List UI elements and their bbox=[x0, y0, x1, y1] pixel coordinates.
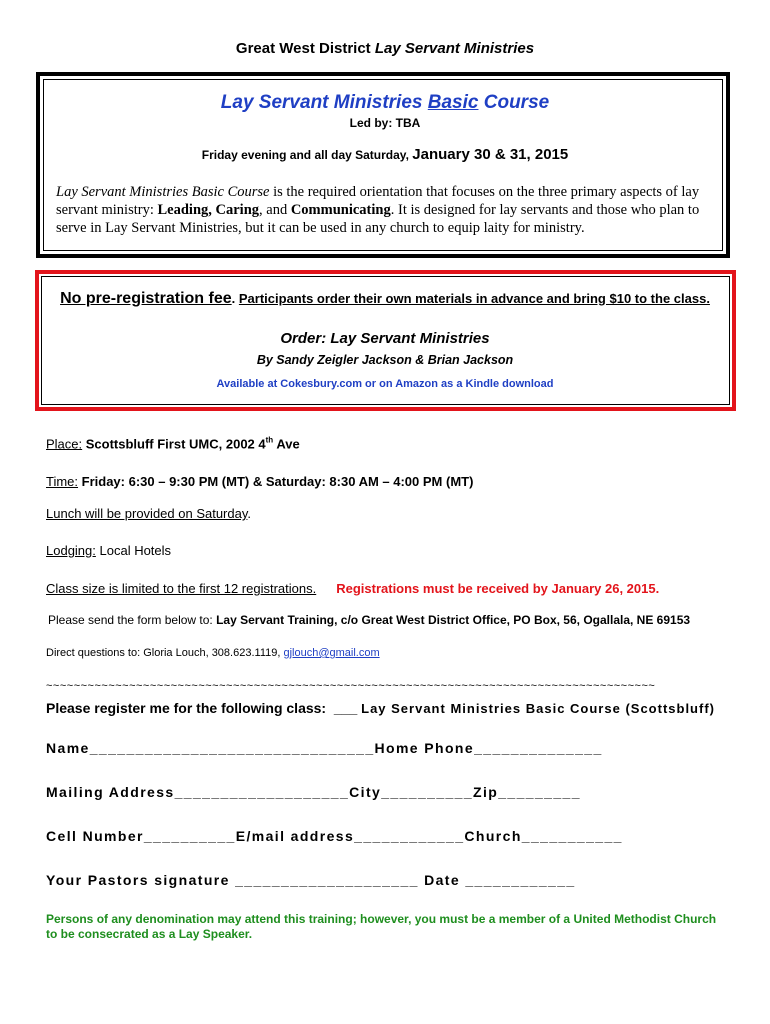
course-dates: Friday evening and all day Saturday, January 30 & 31, 2015 bbox=[201, 146, 569, 163]
basic-word: Basic bbox=[427, 92, 479, 113]
header-prefix: Great West District bbox=[235, 40, 371, 57]
questions-line: Direct questions to: Gloria Louch, 308.623.1119, gjlouch@gmail.com bbox=[46, 647, 380, 659]
send-line: Please send the form below to: Lay Servant Training, c/o Great West District Office, PO Box, 56, Ogallala, NE 69153 bbox=[48, 613, 691, 627]
led-by: Led by: TBA bbox=[349, 116, 421, 130]
place-line: Place: Scottsbluff First UMC, 2002 4th Ave bbox=[46, 436, 300, 452]
separator: ~~~~~~~~~~~~~~~~~~~~~~~~~~~~~~~~~~~~~~~~~~~~~~~~~~~~~~~~~~~~~~~~~~~~~~~~~~~~~~~~~~~~~~~~ bbox=[46, 680, 656, 692]
course-description: Lay Servant Ministries Basic Course is the required orientation that focuses on the three primary aspects of lay servant ministry: Leading, Caring, and Communicating. It is designed for lay servants and those who plan to serve in Lay Servant Ministries, but it can be used in any church to equip laity for ministry. bbox=[56, 184, 700, 236]
class-checkbox-blank[interactable]: ___ bbox=[333, 700, 358, 716]
form-line-address-city-zip[interactable]: Mailing Address___________________City__________Zip_________ bbox=[46, 784, 581, 800]
district-header bbox=[0, 40, 770, 57]
fee-notice: No pre-registration fee. Participants order their own materials in advance and bring $10 to the class. bbox=[60, 290, 710, 307]
class-size-line: Class size is limited to the first 12 registrations. Registrations must be received by January 26, 2015. bbox=[46, 581, 660, 596]
time-line: Time: Friday: 6:30 – 9:30 PM (MT) & Saturday: 8:30 AM – 4:00 PM (MT) bbox=[46, 474, 474, 489]
contact-email-link[interactable]: gjlouch@gmail.com bbox=[283, 647, 380, 659]
registration-deadline: Registrations must be received by January 26, 2015. bbox=[336, 581, 660, 596]
denomination-note: Persons of any denomination may attend this training; however, you must be a member of a United Methodist Church to be consecrated as a Lay Speaker. bbox=[46, 912, 717, 941]
register-line: Please register me for the following class: ___ Lay Servant Ministries Basic Course (Scottsbluff) bbox=[46, 700, 715, 716]
order-authors: By Sandy Zeigler Jackson & Brian Jackson bbox=[256, 353, 514, 367]
lunch-line: Lunch will be provided on Saturday. bbox=[46, 506, 252, 521]
form-line-cell-email-church[interactable]: Cell Number__________E/mail address____________Church___________ bbox=[46, 828, 623, 844]
course-title: Lay Servant Ministries Basic Course bbox=[220, 92, 550, 113]
form-line-name-phone[interactable]: Name_______________________________Home Phone______________ bbox=[46, 740, 603, 756]
order-availability: Available at Cokesbury.com or on Amazon as a Kindle download bbox=[216, 378, 554, 390]
lodging-line: Lodging: Local Hotels bbox=[46, 543, 172, 558]
order-title: Order: Lay Servant Ministries bbox=[280, 330, 490, 347]
header-italic: Lay Servant Ministries bbox=[374, 40, 535, 57]
form-line-signature-date[interactable]: Your Pastors signature ____________________ Date ____________ bbox=[46, 872, 576, 888]
